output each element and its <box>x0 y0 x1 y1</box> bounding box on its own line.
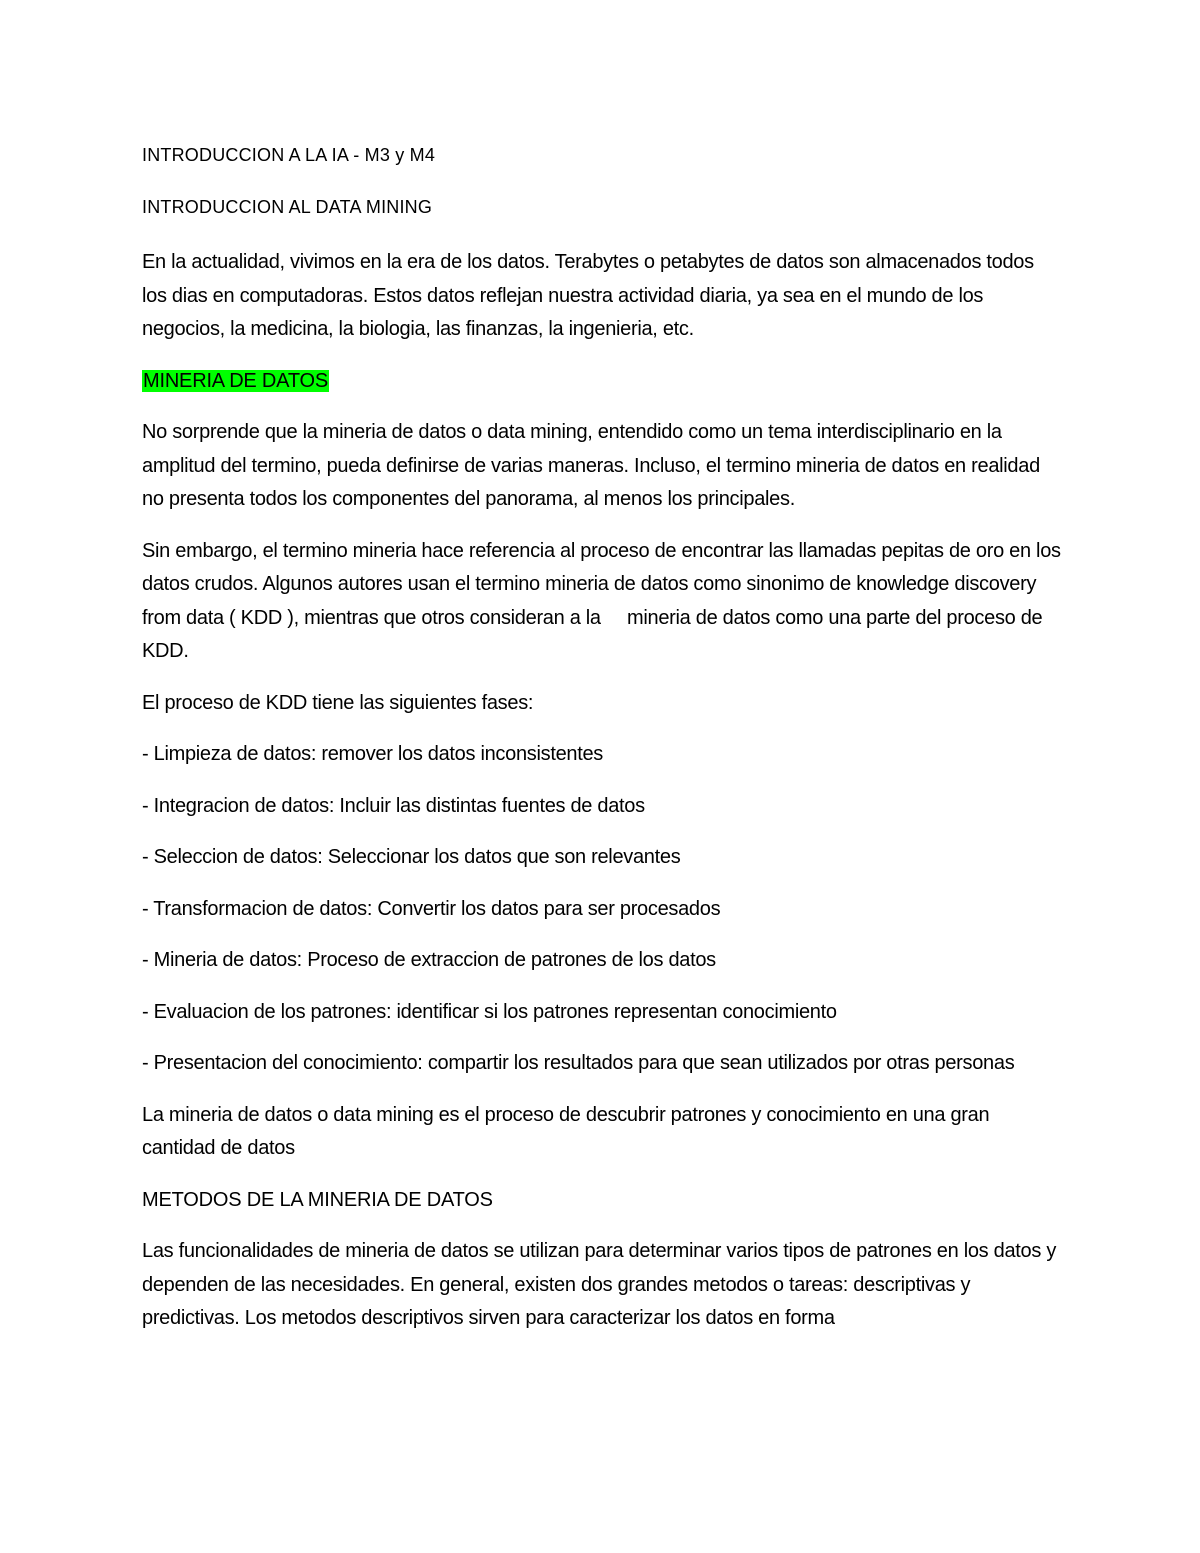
document-header-line-1: INTRODUCCION A LA IA - M3 y M4 <box>142 145 436 165</box>
list-item: - Presentacion del conocimiento: compartir los resultados para que sean utilizados por otras personas <box>142 1052 1015 1074</box>
intro-paragraph: En la actualidad, vivimos en la era de los datos. Terabytes o petabytes de datos son almacenados todos los dias en computadoras. Estos datos reflejan nuestra actividad diaria, ya sea en el mundo de los negocios, la medicina, la biologia, las finanzas, la ingenieria, etc. <box>142 251 1034 340</box>
data-mining-definition: La mineria de datos o data mining es el proceso de descubrir patrones y conocimiento en una gran cantidad de datos <box>142 1103 990 1159</box>
methods-paragraph: Las funcionalidades de mineria de datos se utilizan para determinar varios tipos de patrones en los datos y dependen de las necesidades. En general, existen dos grandes metodos o tareas: descriptivas y predictivas. Los metodos descriptivos sirven para caracterizar los datos en forma <box>142 1240 1057 1329</box>
list-item: - Integracion de datos: Incluir las distintas fuentes de datos <box>142 794 645 817</box>
list-item: - Limpieza de datos: remover los datos inconsistentes <box>142 743 604 765</box>
list-item: - Evaluacion de los patrones: identificar si los patrones representan conocimiento <box>142 1000 837 1023</box>
definition-paragraph: No sorprende que la mineria de datos o data mining, entendido como un tema interdisciplinario en la amplitud del termino, pueda definirse de varias maneras. Incluso, el termino mineria de datos en realidad no presenta todos los componentes del panorama, al menos los principales. <box>142 421 1040 510</box>
kdd-paragraph: Sin embargo, el termino mineria hace referencia al proceso de encontrar las llamadas pepitas de oro en los datos crudos. Algunos autores usan el termino mineria de datos como sinonimo de knowledge discovery from data ( KDD ), mientras que otros consideran a la mineria de datos como una parte del proceso de KDD. <box>142 539 1066 662</box>
list-item: - Mineria de datos: Proceso de extraccion de patrones de los datos <box>142 949 716 971</box>
document-header-line-2: INTRODUCCION AL DATA MINING <box>142 197 433 217</box>
list-item: - Seleccion de datos: Seleccionar los datos que son relevantes <box>142 846 681 868</box>
document-content <box>142 144 1066 1354</box>
highlighted-heading: MINERIA DE DATOS <box>143 369 328 392</box>
highlighted-heading-line <box>142 365 1062 399</box>
kdd-intro: El proceso de KDD tiene las siguientes fases: <box>142 691 534 714</box>
section-heading: METODOS DE LA MINERIA DE DATOS <box>142 1188 493 1211</box>
list-item: - Transformacion de datos: Convertir los datos para ser procesados <box>142 897 721 920</box>
